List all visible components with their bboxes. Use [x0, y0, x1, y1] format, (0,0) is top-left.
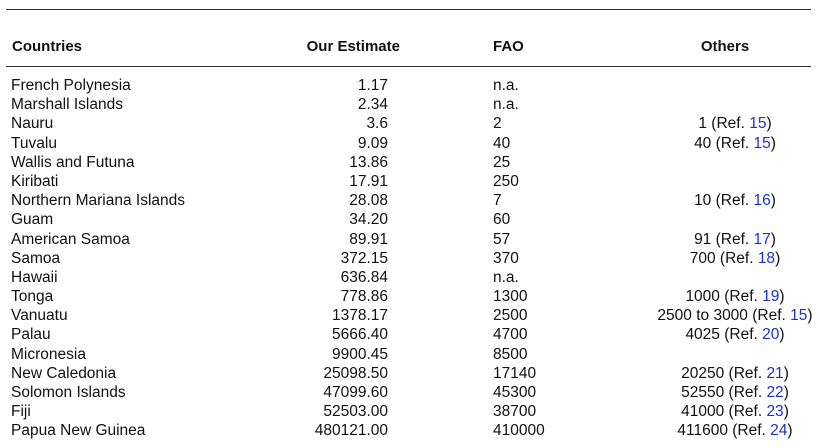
table-row — [0, 76, 820, 95]
reference-close-paren: ) — [766, 115, 772, 133]
table-row — [0, 230, 820, 249]
others-cell — [620, 402, 820, 421]
country-cell: Micronesia — [11, 345, 86, 363]
our-estimate-cell: 9.09 — [357, 134, 388, 152]
fao-cell: 2 — [493, 115, 502, 133]
fao-cell: 57 — [493, 230, 511, 248]
our-estimate-cell: 89.91 — [349, 230, 388, 248]
others-value: 4025 (Ref. — [685, 326, 763, 344]
header-our-estimate: Our Estimate — [306, 38, 400, 55]
table-row — [0, 402, 820, 421]
fao-cell: 1300 — [493, 288, 528, 306]
table-row — [0, 134, 820, 153]
fao-cell: n.a. — [493, 268, 519, 286]
our-estimate-cell: 47099.60 — [323, 384, 388, 401]
reference-link[interactable]: 17 — [753, 230, 771, 248]
table-row — [0, 95, 820, 114]
fao-cell: 25 — [493, 153, 511, 171]
reference-link[interactable]: 16 — [753, 192, 771, 210]
our-estimate-cell: 1378.17 — [331, 307, 388, 325]
our-estimate-cell: 17.91 — [349, 172, 388, 190]
table-row — [0, 153, 820, 172]
reference-link[interactable]: 15 — [753, 134, 771, 152]
country-cell: Wallis and Futuna — [11, 153, 135, 171]
others-cell — [620, 325, 820, 344]
others-cell — [620, 287, 820, 306]
others-value: 700 (Ref. — [689, 249, 758, 267]
others-value: 1000 (Ref. — [685, 288, 763, 306]
reference-close-paren: ) — [783, 403, 789, 421]
table-row — [0, 364, 820, 383]
fao-cell: 370 — [493, 249, 519, 267]
country-cell: Solomon Islands — [11, 384, 126, 401]
reference-link[interactable]: 19 — [762, 288, 780, 306]
fao-cell: 40 — [493, 134, 511, 152]
our-estimate-cell: 28.08 — [349, 192, 388, 210]
others-cell — [620, 230, 820, 249]
country-cell: Palau — [11, 326, 51, 344]
table-top-rule — [6, 9, 811, 10]
table-row — [0, 114, 820, 133]
country-cell: Samoa — [11, 249, 61, 267]
our-estimate-cell: 13.86 — [349, 153, 388, 171]
country-cell: New Caledonia — [11, 364, 117, 382]
others-value: 2500 to 3000 (Ref. — [657, 307, 791, 325]
table-row — [0, 268, 820, 287]
fao-cell: 250 — [493, 172, 519, 190]
others-cell — [620, 364, 820, 383]
table-row — [0, 421, 820, 440]
others-cell — [620, 249, 820, 268]
table-row — [0, 287, 820, 306]
table-row — [0, 249, 820, 268]
table-header — [0, 38, 820, 58]
header-countries: Countries — [12, 38, 83, 55]
table-row — [0, 172, 820, 191]
reference-close-paren: ) — [787, 422, 793, 440]
others-cell — [620, 114, 820, 133]
reference-close-paren: ) — [775, 249, 781, 267]
reference-link[interactable]: 18 — [757, 249, 776, 267]
others-value: 1 (Ref. — [698, 115, 750, 133]
reference-link[interactable]: 15 — [749, 115, 767, 133]
country-cell: Tuvalu — [11, 134, 57, 152]
our-estimate-cell: 52503.00 — [323, 403, 388, 421]
table-row — [0, 191, 820, 210]
country-cell: Tonga — [11, 288, 54, 306]
others-value: 91 (Ref. — [694, 230, 754, 248]
reference-close-paren: ) — [807, 307, 813, 325]
fao-cell: 38700 — [493, 403, 537, 421]
country-cell: Northern Mariana Islands — [11, 192, 186, 210]
reference-close-paren: ) — [779, 288, 785, 306]
reference-close-paren: ) — [783, 364, 789, 382]
others-cell — [620, 383, 820, 402]
country-cell: Marshall Islands — [11, 96, 123, 114]
fao-cell: 60 — [493, 211, 511, 229]
others-value: 40 (Ref. — [694, 134, 754, 152]
country-cell: Kiribati — [11, 172, 59, 190]
reference-link[interactable]: 21 — [766, 364, 784, 382]
header-others: Others — [700, 38, 750, 55]
fao-cell: 17140 — [493, 364, 537, 382]
country-cell: Fiji — [11, 403, 31, 421]
fao-cell: 7 — [493, 192, 502, 210]
country-cell: Papua New Guinea — [11, 422, 146, 440]
our-estimate-cell: 372.15 — [340, 249, 388, 267]
others-cell — [620, 134, 820, 153]
our-estimate-cell: 5666.40 — [331, 326, 388, 344]
our-estimate-cell: 25098.50 — [323, 364, 388, 382]
table-row — [0, 325, 820, 344]
our-estimate-cell: 3.6 — [366, 115, 388, 133]
others-value: 20250 (Ref. — [681, 364, 767, 382]
table-row — [0, 383, 820, 402]
others-value: 52550 (Ref. — [681, 384, 767, 401]
country-cell: Nauru — [11, 115, 54, 133]
fao-cell: 45300 — [493, 384, 537, 401]
others-cell — [620, 191, 820, 210]
fao-cell: 410000 — [493, 422, 545, 440]
country-cell: Hawaii — [11, 268, 58, 286]
reference-close-paren: ) — [770, 134, 776, 152]
others-value: 41000 (Ref. — [681, 403, 767, 421]
country-cell: Guam — [11, 211, 54, 229]
fao-cell: n.a. — [493, 77, 519, 94]
header-fao: FAO — [493, 38, 524, 55]
our-estimate-cell: 1.17 — [357, 77, 388, 94]
country-cell: American Samoa — [11, 230, 130, 248]
our-estimate-cell: 2.34 — [357, 96, 388, 114]
fao-cell: 8500 — [493, 345, 528, 363]
our-estimate-cell: 636.84 — [340, 268, 388, 286]
country-cell: French Polynesia — [11, 77, 131, 94]
others-cell — [620, 421, 820, 440]
reference-close-paren: ) — [770, 192, 776, 210]
fao-cell: n.a. — [493, 96, 519, 114]
table-header-rule — [6, 66, 811, 67]
reference-link[interactable]: 23 — [766, 403, 784, 421]
reference-close-paren: ) — [783, 384, 789, 401]
reference-link[interactable]: 22 — [766, 384, 784, 401]
reference-link[interactable]: 24 — [770, 422, 788, 440]
table-row — [0, 306, 820, 325]
reference-close-paren: ) — [770, 230, 776, 248]
table-row — [0, 345, 820, 364]
fao-cell: 2500 — [493, 307, 528, 325]
reference-link[interactable]: 15 — [790, 307, 808, 325]
others-value: 10 (Ref. — [694, 192, 754, 210]
our-estimate-cell: 9900.45 — [331, 345, 388, 363]
our-estimate-cell: 778.86 — [340, 288, 388, 306]
our-estimate-cell: 480121.00 — [314, 422, 388, 440]
others-cell — [620, 306, 820, 325]
others-value: 411600 (Ref. — [677, 422, 771, 440]
table-row — [0, 210, 820, 229]
reference-close-paren: ) — [779, 326, 785, 344]
reference-link[interactable]: 20 — [762, 326, 780, 344]
fao-cell: 4700 — [493, 326, 528, 344]
table-body — [0, 76, 820, 441]
our-estimate-cell: 34.20 — [349, 211, 388, 229]
country-cell: Vanuatu — [11, 307, 68, 325]
